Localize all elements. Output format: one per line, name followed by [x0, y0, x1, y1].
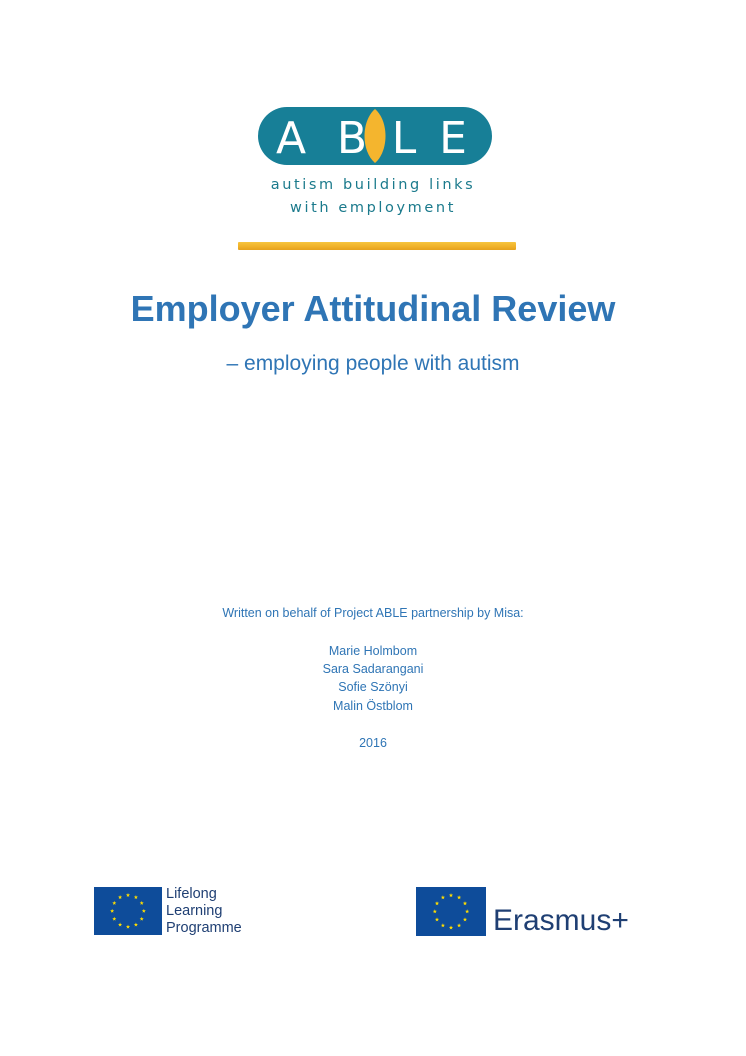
- publication-year: 2016: [359, 736, 387, 750]
- eu-star-icon: [457, 895, 461, 899]
- eu-star-icon: [134, 923, 138, 927]
- eu-star-icon: [463, 917, 467, 921]
- logo-letter-e: E: [439, 113, 467, 164]
- eu-star-icon: [112, 901, 116, 905]
- logo-tagline-line2: with employment: [289, 200, 457, 216]
- page-title: Employer Attitudinal Review: [130, 288, 616, 329]
- eu-star-icon: [435, 917, 439, 921]
- llp-label-line2: Learning: [166, 903, 223, 919]
- eu-star-icon: [441, 923, 445, 927]
- gold-divider: [238, 242, 516, 250]
- eu-star-icon: [112, 917, 116, 921]
- author-name: Sara Sadarangani: [322, 662, 424, 676]
- author-name: Sofie Szönyi: [338, 680, 408, 694]
- eu-star-icon: [433, 909, 437, 913]
- eu-flag-icon: [94, 887, 162, 935]
- eu-star-icon: [441, 895, 445, 899]
- eu-star-icon: [435, 901, 439, 905]
- logo-letter-l: L: [391, 113, 417, 164]
- author-name: Marie Holmbom: [328, 644, 418, 658]
- eu-star-icon: [134, 895, 138, 899]
- eu-star-icon: [118, 895, 122, 899]
- eu-star-icon: [449, 893, 453, 897]
- eu-star-icon: [463, 901, 467, 905]
- eu-star-icon: [118, 923, 122, 927]
- eu-star-icon: [126, 893, 130, 897]
- eu-star-icon: [457, 923, 461, 927]
- eu-star-icon: [449, 925, 453, 929]
- written-by-line: Written on behalf of Project ABLE partnership by Misa:: [222, 606, 524, 620]
- eu-star-icon: [142, 909, 146, 913]
- logo-letter-b: B: [336, 113, 368, 164]
- logo-letter-a: A: [275, 113, 307, 164]
- eu-star-icon: [110, 909, 114, 913]
- llp-label-line1: Lifelong: [166, 886, 217, 902]
- llp-label-line3: Programme: [166, 920, 242, 936]
- able-logo: [258, 107, 492, 165]
- eu-star-icon: [465, 909, 469, 913]
- author-name: Malin Östblom: [333, 699, 413, 713]
- eu-star-icon: [140, 917, 144, 921]
- eu-flag-icon: [416, 887, 486, 936]
- eu-star-icon: [140, 901, 144, 905]
- page-subtitle: – employing people with autism: [226, 352, 520, 375]
- eu-star-icon: [126, 925, 130, 929]
- logo-tagline-line1: autism building links: [270, 177, 476, 193]
- erasmus-plus-logo-text: Erasmus+: [493, 904, 629, 937]
